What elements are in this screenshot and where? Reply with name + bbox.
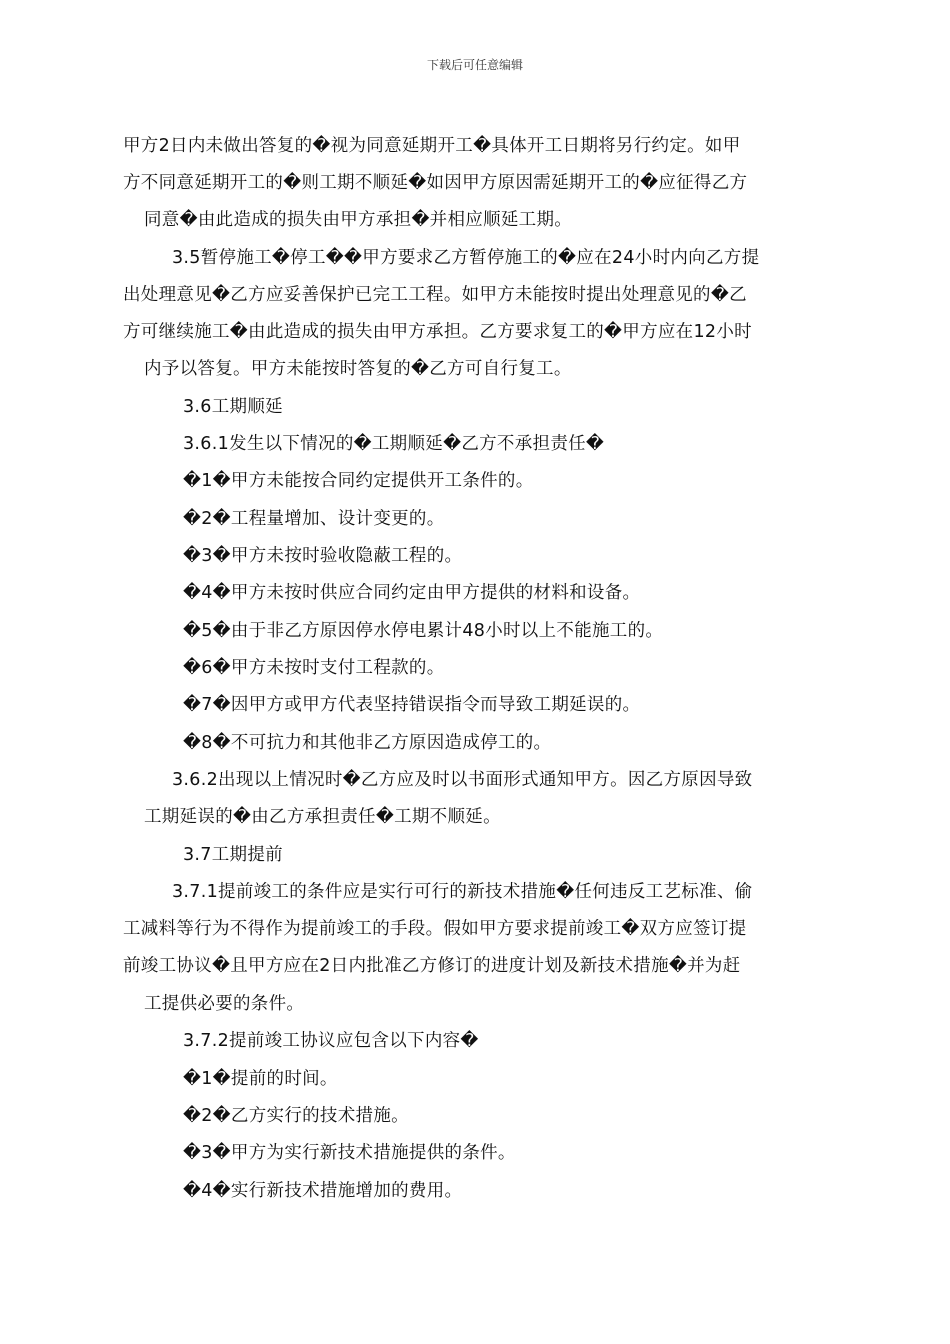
text-line: �5�由于非乙方原因停水停电累计48小时以上不能施工的。 xyxy=(183,621,664,641)
text-line: 3.5暂停施工�停工��甲方要求乙方暂停施工的�应在24小时内向乙方提 xyxy=(172,248,760,268)
text-line: 方可继续施工�由此造成的损失由甲方承担。乙方要求复工的�甲方应在12小时 xyxy=(123,322,752,342)
text-line: 方不同意延期开工的�则工期不顺延�如因甲方原因需延期开工的�应征得乙方 xyxy=(123,173,748,193)
text-line: �1�提前的时间。 xyxy=(183,1069,338,1089)
text-line: 工减料等行为不得作为提前竣工的手段。假如甲方要求提前竣工�双方应签订提 xyxy=(123,919,747,939)
text-line: �4�甲方未按时供应合同约定由甲方提供的材料和设备。 xyxy=(183,583,641,603)
page-header: 下载后可任意编辑 xyxy=(426,58,523,72)
text-line: �8�不可抗力和其他非乙方原因造成停工的。 xyxy=(183,733,552,753)
text-line: 3.6.2出现以上情况时�乙方应及时以书面形式通知甲方。因乙方原因导致 xyxy=(172,770,753,790)
text-line: 工期延误的�由乙方承担责任�工期不顺延。 xyxy=(144,807,501,827)
text-line: �2�乙方实行的技术措施。 xyxy=(183,1106,409,1126)
text-line: �6�甲方未按时支付工程款的。 xyxy=(183,658,445,678)
text-line: 工提供必要的条件。 xyxy=(144,994,305,1014)
text-line: 3.6.1发生以下情况的�工期顺延�乙方不承担责任� xyxy=(183,434,605,454)
text-line: 3.7工期提前 xyxy=(183,845,283,865)
text-line: �3�甲方为实行新技术措施提供的条件。 xyxy=(183,1143,516,1163)
text-line: 甲方2日内未做出答复的�视为同意延期开工�具体开工日期将另行约定。如甲 xyxy=(123,136,741,156)
text-line: 3.7.2提前竣工协议应包含以下内容� xyxy=(183,1031,479,1051)
text-line: 出处理意见�乙方应妥善保护已完工工程。如甲方未能按时提出处理意见的�乙 xyxy=(123,285,747,305)
text-line: �7�因甲方或甲方代表坚持错误指令而导致工期延误的。 xyxy=(183,695,641,715)
text-line: 3.6工期顺延 xyxy=(183,397,283,417)
text-line: �1�甲方未能按合同约定提供开工条件的。 xyxy=(183,471,534,491)
text-line: 内予以答复。甲方未能按时答复的�乙方可自行复工。 xyxy=(144,359,572,379)
text-line: �3�甲方未按时验收隐蔽工程的。 xyxy=(183,546,463,566)
text-line: �4�实行新技术措施增加的费用。 xyxy=(183,1181,463,1201)
text-line: 3.7.1提前竣工的条件应是实行可行的新技术措施�任何违反工艺标准、偷 xyxy=(172,882,753,902)
text-line: 前竣工协议�且甲方应在2日内批准乙方修订的进度计划及新技术措施�并为赶 xyxy=(123,956,741,976)
text-line: �2�工程量增加、设计变更的。 xyxy=(183,509,445,529)
text-line: 同意�由此造成的损失由甲方承担�并相应顺延工期。 xyxy=(144,210,573,230)
